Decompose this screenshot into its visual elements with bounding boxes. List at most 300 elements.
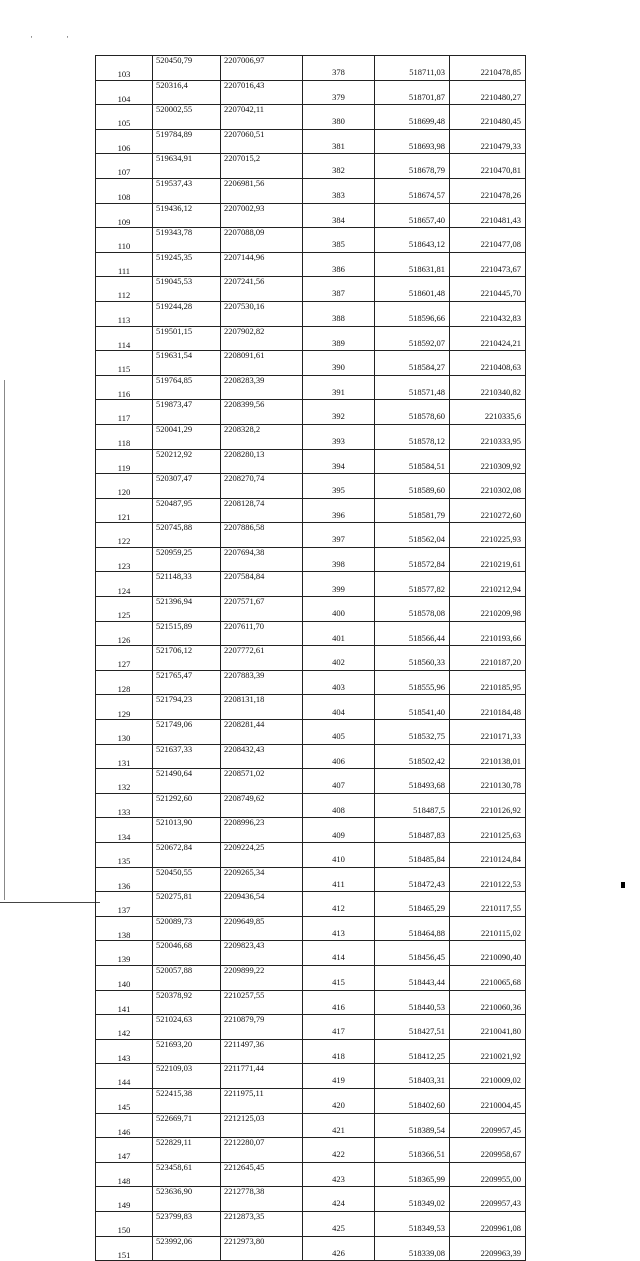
x-coordinate-cell: 520378,92 [153, 990, 221, 1015]
y-coordinate-cell: 2208131,18 [221, 695, 303, 720]
table-row [96, 523, 526, 548]
x-coordinate-cell: 518349,02 [375, 1187, 450, 1212]
point-number-cell: 125 [96, 597, 153, 622]
point-number-cell: 138 [96, 916, 153, 941]
y-coordinate-cell: 2209963,39 [450, 1236, 526, 1261]
x-coordinate-cell: 518578,12 [375, 424, 450, 449]
y-coordinate-cell: 2208128,74 [221, 498, 303, 523]
x-coordinate-cell: 518502,42 [375, 744, 450, 769]
y-coordinate-cell: 2210257,55 [221, 990, 303, 1015]
x-coordinate-cell: 518566,44 [375, 621, 450, 646]
table-row [96, 105, 526, 130]
x-coordinate-cell: 518464,88 [375, 916, 450, 941]
x-coordinate-cell: 520046,68 [153, 941, 221, 966]
x-coordinate-cell: 518571,48 [375, 375, 450, 400]
x-coordinate-cell: 519764,85 [153, 375, 221, 400]
point-number-cell: 380 [303, 105, 375, 130]
table-row [96, 695, 526, 720]
table-row [96, 1113, 526, 1138]
table-row [96, 1236, 526, 1261]
x-coordinate-cell: 519245,35 [153, 252, 221, 277]
y-coordinate-cell: 2207694,38 [221, 547, 303, 572]
point-number-cell: 115 [96, 351, 153, 376]
point-number-cell: 120 [96, 474, 153, 499]
scan-mark: · [30, 32, 33, 42]
x-coordinate-cell: 520275,81 [153, 892, 221, 917]
point-number-cell: 116 [96, 375, 153, 400]
x-coordinate-cell: 518562,04 [375, 523, 450, 548]
point-number-cell: 122 [96, 523, 153, 548]
point-number-cell: 386 [303, 252, 375, 277]
table-row [96, 228, 526, 253]
table-row [96, 1039, 526, 1064]
y-coordinate-cell: 2210302,08 [450, 474, 526, 499]
x-coordinate-cell: 518601,48 [375, 277, 450, 302]
x-coordinate-cell: 518339,08 [375, 1236, 450, 1261]
y-coordinate-cell: 2209957,45 [450, 1113, 526, 1138]
y-coordinate-cell: 2210041,80 [450, 1015, 526, 1040]
point-number-cell: 108 [96, 178, 153, 203]
table-row [96, 277, 526, 302]
x-coordinate-cell: 519244,28 [153, 301, 221, 326]
point-number-cell: 147 [96, 1138, 153, 1163]
x-coordinate-cell: 520450,55 [153, 867, 221, 892]
table-row [96, 793, 526, 818]
point-number-cell: 129 [96, 695, 153, 720]
x-coordinate-cell: 518584,51 [375, 449, 450, 474]
x-coordinate-cell: 520212,92 [153, 449, 221, 474]
y-coordinate-cell: 2212125,03 [221, 1113, 303, 1138]
y-coordinate-cell: 2210171,33 [450, 720, 526, 745]
table-row [96, 1211, 526, 1236]
table-row [96, 424, 526, 449]
x-coordinate-cell: 521148,33 [153, 572, 221, 597]
point-number-cell: 398 [303, 547, 375, 572]
point-number-cell: 396 [303, 498, 375, 523]
table-row [96, 572, 526, 597]
y-coordinate-cell: 2207060,51 [221, 129, 303, 154]
x-coordinate-cell: 519873,47 [153, 400, 221, 425]
x-coordinate-cell: 518584,27 [375, 351, 450, 376]
x-coordinate-cell: 520672,84 [153, 843, 221, 868]
y-coordinate-cell: 2208281,44 [221, 720, 303, 745]
x-coordinate-cell: 518456,45 [375, 941, 450, 966]
y-coordinate-cell: 2210125,63 [450, 818, 526, 843]
point-number-cell: 146 [96, 1113, 153, 1138]
table-row [96, 178, 526, 203]
y-coordinate-cell: 2210209,98 [450, 597, 526, 622]
y-coordinate-cell: 2210009,02 [450, 1064, 526, 1089]
y-coordinate-cell: 2210879,79 [221, 1015, 303, 1040]
point-number-cell: 113 [96, 301, 153, 326]
x-coordinate-cell: 519784,89 [153, 129, 221, 154]
x-coordinate-cell: 518592,07 [375, 326, 450, 351]
x-coordinate-cell: 521794,23 [153, 695, 221, 720]
point-number-cell: 119 [96, 449, 153, 474]
point-number-cell: 421 [303, 1113, 375, 1138]
x-coordinate-cell: 518577,82 [375, 572, 450, 597]
coordinate-table [95, 55, 526, 1261]
x-coordinate-cell: 521765,47 [153, 670, 221, 695]
x-coordinate-cell: 518427,51 [375, 1015, 450, 1040]
x-coordinate-cell: 518485,84 [375, 843, 450, 868]
x-coordinate-cell: 521693,20 [153, 1039, 221, 1064]
table-row [96, 474, 526, 499]
point-number-cell: 404 [303, 695, 375, 720]
x-coordinate-cell: 518678,79 [375, 154, 450, 179]
x-coordinate-cell: 523636,90 [153, 1187, 221, 1212]
point-number-cell: 104 [96, 80, 153, 105]
y-coordinate-cell: 2210424,21 [450, 326, 526, 351]
y-coordinate-cell: 2210122,53 [450, 867, 526, 892]
y-coordinate-cell: 2210480,27 [450, 80, 526, 105]
y-coordinate-cell: 2210309,92 [450, 449, 526, 474]
point-number-cell: 148 [96, 1162, 153, 1187]
y-coordinate-cell: 2210335,6 [450, 400, 526, 425]
y-coordinate-cell: 2210126,92 [450, 793, 526, 818]
y-coordinate-cell: 2206981,56 [221, 178, 303, 203]
y-coordinate-cell: 2207144,96 [221, 252, 303, 277]
y-coordinate-cell: 2210060,36 [450, 990, 526, 1015]
point-number-cell: 107 [96, 154, 153, 179]
x-coordinate-cell: 520089,73 [153, 916, 221, 941]
point-number-cell: 103 [96, 56, 153, 81]
point-number-cell: 127 [96, 646, 153, 671]
x-coordinate-cell: 518560,33 [375, 646, 450, 671]
y-coordinate-cell: 2210478,85 [450, 56, 526, 81]
x-coordinate-cell: 520057,88 [153, 965, 221, 990]
x-coordinate-cell: 522669,71 [153, 1113, 221, 1138]
y-coordinate-cell: 2212645,45 [221, 1162, 303, 1187]
table-row [96, 867, 526, 892]
point-number-cell: 392 [303, 400, 375, 425]
scan-corner-mark [621, 882, 625, 888]
table-row [96, 375, 526, 400]
point-number-cell: 142 [96, 1015, 153, 1040]
x-coordinate-cell: 518581,79 [375, 498, 450, 523]
x-coordinate-cell: 520307,47 [153, 474, 221, 499]
table-row [96, 129, 526, 154]
point-number-cell: 403 [303, 670, 375, 695]
table-row [96, 965, 526, 990]
table-row [96, 720, 526, 745]
point-number-cell: 383 [303, 178, 375, 203]
x-coordinate-cell: 518472,43 [375, 867, 450, 892]
y-coordinate-cell: 2210477,08 [450, 228, 526, 253]
x-coordinate-cell: 520745,88 [153, 523, 221, 548]
x-coordinate-cell: 518465,29 [375, 892, 450, 917]
x-coordinate-cell: 518403,31 [375, 1064, 450, 1089]
table-row [96, 252, 526, 277]
x-coordinate-cell: 518674,57 [375, 178, 450, 203]
y-coordinate-cell: 2209436,54 [221, 892, 303, 917]
x-coordinate-cell: 518693,98 [375, 129, 450, 154]
point-number-cell: 407 [303, 769, 375, 794]
point-number-cell: 388 [303, 301, 375, 326]
x-coordinate-cell: 519537,43 [153, 178, 221, 203]
point-number-cell: 408 [303, 793, 375, 818]
point-number-cell: 409 [303, 818, 375, 843]
table-row [96, 744, 526, 769]
scan-mark: · [66, 32, 69, 42]
x-coordinate-cell: 521013,90 [153, 818, 221, 843]
x-coordinate-cell: 519631,54 [153, 351, 221, 376]
x-coordinate-cell: 519045,53 [153, 277, 221, 302]
table-row [96, 597, 526, 622]
table-row [96, 547, 526, 572]
y-coordinate-cell: 2207015,2 [221, 154, 303, 179]
table-row [96, 1088, 526, 1113]
point-number-cell: 105 [96, 105, 153, 130]
x-coordinate-cell: 519634,91 [153, 154, 221, 179]
y-coordinate-cell: 2210333,95 [450, 424, 526, 449]
x-coordinate-cell: 520487,95 [153, 498, 221, 523]
point-number-cell: 124 [96, 572, 153, 597]
y-coordinate-cell: 2208749,62 [221, 793, 303, 818]
x-coordinate-cell: 520959,25 [153, 547, 221, 572]
point-number-cell: 114 [96, 326, 153, 351]
point-number-cell: 395 [303, 474, 375, 499]
point-number-cell: 130 [96, 720, 153, 745]
y-coordinate-cell: 2210124,84 [450, 843, 526, 868]
point-number-cell: 385 [303, 228, 375, 253]
y-coordinate-cell: 2209955,00 [450, 1162, 526, 1187]
point-number-cell: 140 [96, 965, 153, 990]
point-number-cell: 422 [303, 1138, 375, 1163]
point-number-cell: 109 [96, 203, 153, 228]
x-coordinate-cell: 518493,68 [375, 769, 450, 794]
point-number-cell: 118 [96, 424, 153, 449]
y-coordinate-cell: 2210473,67 [450, 252, 526, 277]
point-number-cell: 417 [303, 1015, 375, 1040]
x-coordinate-cell: 520316,4 [153, 80, 221, 105]
x-coordinate-cell: 518365,99 [375, 1162, 450, 1187]
point-number-cell: 150 [96, 1211, 153, 1236]
point-number-cell: 144 [96, 1064, 153, 1089]
y-coordinate-cell: 2212973,80 [221, 1236, 303, 1261]
point-number-cell: 133 [96, 793, 153, 818]
x-coordinate-cell: 523458,61 [153, 1162, 221, 1187]
y-coordinate-cell: 2208432,43 [221, 744, 303, 769]
table-row [96, 892, 526, 917]
point-number-cell: 393 [303, 424, 375, 449]
y-coordinate-cell: 2207611,70 [221, 621, 303, 646]
point-number-cell: 134 [96, 818, 153, 843]
x-coordinate-cell: 518657,40 [375, 203, 450, 228]
y-coordinate-cell: 2209961,08 [450, 1211, 526, 1236]
x-coordinate-cell: 519436,12 [153, 203, 221, 228]
y-coordinate-cell: 2207530,16 [221, 301, 303, 326]
y-coordinate-cell: 2207902,82 [221, 326, 303, 351]
point-number-cell: 389 [303, 326, 375, 351]
x-coordinate-cell: 519501,15 [153, 326, 221, 351]
y-coordinate-cell: 2209958,67 [450, 1138, 526, 1163]
point-number-cell: 401 [303, 621, 375, 646]
point-number-cell: 106 [96, 129, 153, 154]
y-coordinate-cell: 2211497,36 [221, 1039, 303, 1064]
y-coordinate-cell: 2207042,11 [221, 105, 303, 130]
point-number-cell: 420 [303, 1088, 375, 1113]
y-coordinate-cell: 2207006,97 [221, 56, 303, 81]
point-number-cell: 416 [303, 990, 375, 1015]
point-number-cell: 387 [303, 277, 375, 302]
point-number-cell: 128 [96, 670, 153, 695]
point-number-cell: 149 [96, 1187, 153, 1212]
point-number-cell: 425 [303, 1211, 375, 1236]
table-row [96, 1162, 526, 1187]
y-coordinate-cell: 2208091,61 [221, 351, 303, 376]
point-number-cell: 405 [303, 720, 375, 745]
y-coordinate-cell: 2209823,43 [221, 941, 303, 966]
x-coordinate-cell: 518402,60 [375, 1088, 450, 1113]
x-coordinate-cell: 521396,94 [153, 597, 221, 622]
point-number-cell: 151 [96, 1236, 153, 1261]
table-row [96, 449, 526, 474]
y-coordinate-cell: 2210212,94 [450, 572, 526, 597]
point-number-cell: 136 [96, 867, 153, 892]
point-number-cell: 391 [303, 375, 375, 400]
point-number-cell: 424 [303, 1187, 375, 1212]
x-coordinate-cell: 518389,54 [375, 1113, 450, 1138]
point-number-cell: 413 [303, 916, 375, 941]
point-number-cell: 410 [303, 843, 375, 868]
y-coordinate-cell: 2212280,07 [221, 1138, 303, 1163]
x-coordinate-cell: 521292,60 [153, 793, 221, 818]
point-number-cell: 137 [96, 892, 153, 917]
y-coordinate-cell: 2210408,63 [450, 351, 526, 376]
point-number-cell: 419 [303, 1064, 375, 1089]
x-coordinate-cell: 520450,79 [153, 56, 221, 81]
point-number-cell: 411 [303, 867, 375, 892]
point-number-cell: 381 [303, 129, 375, 154]
y-coordinate-cell: 2208280,13 [221, 449, 303, 474]
point-number-cell: 426 [303, 1236, 375, 1261]
point-number-cell: 382 [303, 154, 375, 179]
x-coordinate-cell: 518440,53 [375, 990, 450, 1015]
point-number-cell: 378 [303, 56, 375, 81]
y-coordinate-cell: 2210480,45 [450, 105, 526, 130]
point-number-cell: 111 [96, 252, 153, 277]
y-coordinate-cell: 2208996,23 [221, 818, 303, 843]
table-row [96, 326, 526, 351]
x-coordinate-cell: 518711,03 [375, 56, 450, 81]
y-coordinate-cell: 2211975,11 [221, 1088, 303, 1113]
x-coordinate-cell: 518487,83 [375, 818, 450, 843]
table-row [96, 1138, 526, 1163]
point-number-cell: 412 [303, 892, 375, 917]
scan-edge-line [4, 380, 5, 900]
y-coordinate-cell: 2210481,43 [450, 203, 526, 228]
y-coordinate-cell: 2210219,61 [450, 547, 526, 572]
y-coordinate-cell: 2210090,40 [450, 941, 526, 966]
x-coordinate-cell: 518532,75 [375, 720, 450, 745]
point-number-cell: 132 [96, 769, 153, 794]
point-number-cell: 394 [303, 449, 375, 474]
x-coordinate-cell: 521749,06 [153, 720, 221, 745]
x-coordinate-cell: 518349,53 [375, 1211, 450, 1236]
x-coordinate-cell: 518596,66 [375, 301, 450, 326]
x-coordinate-cell: 518572,84 [375, 547, 450, 572]
y-coordinate-cell: 2209224,25 [221, 843, 303, 868]
x-coordinate-cell: 521490,64 [153, 769, 221, 794]
y-coordinate-cell: 2210184,48 [450, 695, 526, 720]
x-coordinate-cell: 520002,55 [153, 105, 221, 130]
x-coordinate-cell: 518578,60 [375, 400, 450, 425]
y-coordinate-cell: 2210272,60 [450, 498, 526, 523]
table-row [96, 990, 526, 1015]
y-coordinate-cell: 2208270,74 [221, 474, 303, 499]
y-coordinate-cell: 2210185,95 [450, 670, 526, 695]
table-row [96, 843, 526, 868]
x-coordinate-cell: 520041,29 [153, 424, 221, 449]
point-number-cell: 400 [303, 597, 375, 622]
point-number-cell: 406 [303, 744, 375, 769]
y-coordinate-cell: 2209957,43 [450, 1187, 526, 1212]
y-coordinate-cell: 2207088,09 [221, 228, 303, 253]
point-number-cell: 390 [303, 351, 375, 376]
point-number-cell: 126 [96, 621, 153, 646]
point-number-cell: 399 [303, 572, 375, 597]
y-coordinate-cell: 2210065,68 [450, 965, 526, 990]
y-coordinate-cell: 2210004,45 [450, 1088, 526, 1113]
y-coordinate-cell: 2210130,78 [450, 769, 526, 794]
point-number-cell: 112 [96, 277, 153, 302]
y-coordinate-cell: 2208283,39 [221, 375, 303, 400]
x-coordinate-cell: 518555,96 [375, 670, 450, 695]
table-row [96, 498, 526, 523]
table-row [96, 916, 526, 941]
y-coordinate-cell: 2208571,02 [221, 769, 303, 794]
point-number-cell: 397 [303, 523, 375, 548]
y-coordinate-cell: 2211771,44 [221, 1064, 303, 1089]
table-row [96, 400, 526, 425]
x-coordinate-cell: 518487,5 [375, 793, 450, 818]
table-row [96, 154, 526, 179]
table-row [96, 301, 526, 326]
y-coordinate-cell: 2209899,22 [221, 965, 303, 990]
x-coordinate-cell: 518589,60 [375, 474, 450, 499]
y-coordinate-cell: 2209265,34 [221, 867, 303, 892]
y-coordinate-cell: 2210479,33 [450, 129, 526, 154]
x-coordinate-cell: 523992,06 [153, 1236, 221, 1261]
table-row [96, 769, 526, 794]
point-number-cell: 145 [96, 1088, 153, 1113]
point-number-cell: 110 [96, 228, 153, 253]
y-coordinate-cell: 2207772,61 [221, 646, 303, 671]
x-coordinate-cell: 518366,51 [375, 1138, 450, 1163]
point-number-cell: 141 [96, 990, 153, 1015]
x-coordinate-cell: 521637,33 [153, 744, 221, 769]
table-row [96, 941, 526, 966]
y-coordinate-cell: 2210340,82 [450, 375, 526, 400]
y-coordinate-cell: 2207883,39 [221, 670, 303, 695]
point-number-cell: 131 [96, 744, 153, 769]
coordinate-table-body [96, 56, 526, 1261]
y-coordinate-cell: 2207016,43 [221, 80, 303, 105]
point-number-cell: 379 [303, 80, 375, 105]
y-coordinate-cell: 2210225,93 [450, 523, 526, 548]
point-number-cell: 117 [96, 400, 153, 425]
point-number-cell: 135 [96, 843, 153, 868]
table-row [96, 1015, 526, 1040]
y-coordinate-cell: 2212778,38 [221, 1187, 303, 1212]
table-row [96, 1064, 526, 1089]
point-number-cell: 415 [303, 965, 375, 990]
x-coordinate-cell: 521024,63 [153, 1015, 221, 1040]
x-coordinate-cell: 522829,11 [153, 1138, 221, 1163]
x-coordinate-cell: 522109,03 [153, 1064, 221, 1089]
table-row [96, 351, 526, 376]
